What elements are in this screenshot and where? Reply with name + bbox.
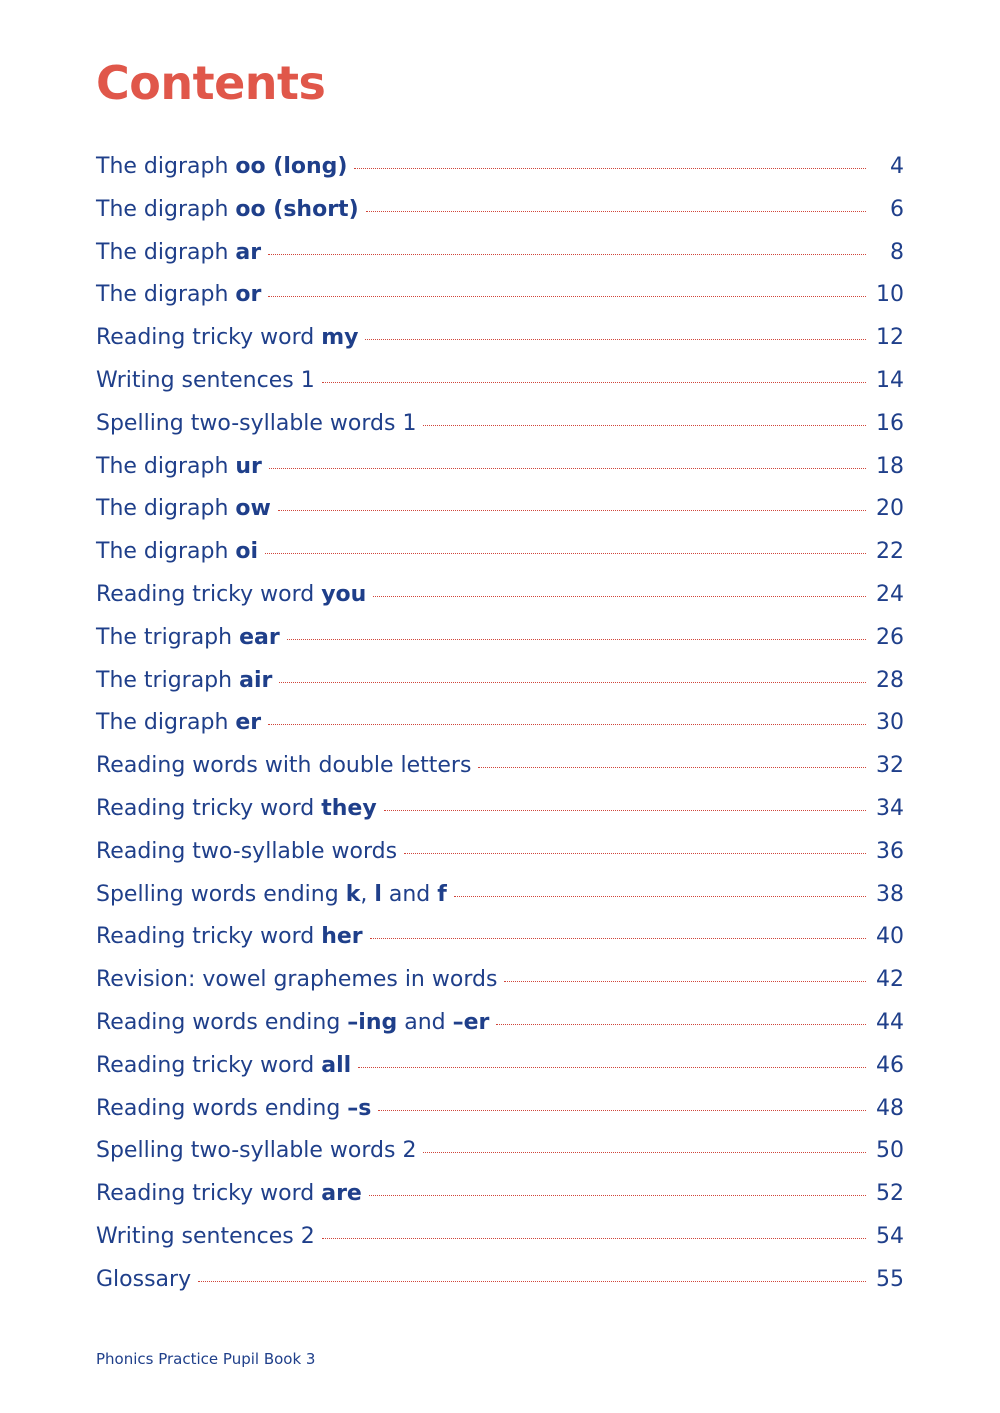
toc-entry-title bbox=[96, 317, 358, 360]
toc-entry-text: Reading two-syllable words bbox=[96, 838, 398, 864]
toc-entry-title bbox=[96, 1130, 416, 1173]
dotted-leader bbox=[358, 1067, 866, 1068]
toc-entry-text: The digraph bbox=[96, 282, 236, 308]
dotted-leader bbox=[384, 810, 866, 811]
toc-entry-title bbox=[96, 360, 315, 403]
dotted-leader bbox=[279, 682, 866, 683]
toc-entry-title bbox=[96, 702, 261, 745]
toc-entry[interactable] bbox=[96, 874, 904, 917]
toc-entry-keyword: ear bbox=[239, 624, 280, 650]
toc-entry-title bbox=[96, 1088, 371, 1131]
toc-entry[interactable] bbox=[96, 360, 904, 403]
toc-entry-keyword: her bbox=[321, 924, 363, 950]
toc-page-number: 38 bbox=[876, 881, 904, 907]
table-of-contents bbox=[96, 146, 904, 1302]
dotted-leader bbox=[423, 1152, 866, 1153]
dotted-leader bbox=[373, 596, 866, 597]
toc-entry-title bbox=[96, 232, 261, 275]
dotted-leader bbox=[268, 724, 866, 725]
toc-entry-title bbox=[96, 446, 262, 489]
toc-entry-title bbox=[96, 788, 377, 831]
toc-page-number: 48 bbox=[876, 1095, 904, 1121]
toc-page-number: 34 bbox=[876, 795, 904, 821]
toc-page-number: 10 bbox=[876, 282, 904, 308]
toc-entry-title bbox=[96, 617, 280, 660]
toc-entry-text: The trigraph bbox=[96, 667, 240, 693]
toc-entry-keyword: ow bbox=[235, 496, 271, 522]
toc-entry[interactable] bbox=[96, 788, 904, 831]
toc-entry-text: Reading tricky word bbox=[96, 1052, 322, 1078]
dotted-leader bbox=[478, 767, 866, 768]
dotted-leader bbox=[369, 1195, 866, 1196]
book-footer: Phonics Practice Pupil Book 3 bbox=[96, 1350, 316, 1368]
toc-entry[interactable] bbox=[96, 574, 904, 617]
toc-entry-text: Spelling words ending bbox=[96, 881, 346, 907]
toc-entry[interactable] bbox=[96, 146, 904, 189]
toc-entry-text: Reading tricky word bbox=[96, 581, 322, 607]
toc-entry-text: Reading words ending bbox=[96, 1095, 348, 1121]
toc-entry-keyword: oo (long) bbox=[235, 154, 348, 179]
dotted-leader bbox=[504, 981, 866, 982]
toc-entry[interactable] bbox=[96, 1002, 904, 1045]
toc-entry-text: Glossary bbox=[96, 1266, 192, 1292]
toc-entry-title bbox=[96, 488, 271, 531]
toc-entry-text: Reading tricky word bbox=[96, 325, 322, 351]
dotted-leader bbox=[268, 254, 866, 255]
toc-entry-keyword: k bbox=[345, 881, 361, 907]
toc-page-number: 26 bbox=[876, 624, 904, 650]
toc-entry-title bbox=[96, 831, 397, 874]
toc-page-number: 24 bbox=[876, 581, 904, 607]
toc-entry[interactable] bbox=[96, 1045, 904, 1088]
dotted-leader bbox=[198, 1281, 866, 1282]
toc-entry-text: The digraph bbox=[96, 496, 236, 522]
toc-entry-text: Reading tricky word bbox=[96, 1181, 322, 1207]
toc-page-number: 16 bbox=[876, 410, 904, 436]
toc-entry[interactable] bbox=[96, 959, 904, 1002]
toc-entry-title bbox=[96, 660, 272, 703]
toc-entry-title bbox=[96, 531, 258, 574]
toc-page-number: 36 bbox=[876, 838, 904, 864]
toc-entry[interactable] bbox=[96, 403, 904, 446]
dotted-leader bbox=[287, 639, 866, 640]
dotted-leader bbox=[378, 1110, 866, 1111]
toc-page-number: 20 bbox=[876, 496, 904, 522]
toc-entry-title bbox=[96, 146, 347, 189]
toc-entry-keyword: oi bbox=[235, 539, 259, 565]
toc-entry-keyword: all bbox=[321, 1052, 352, 1078]
dotted-leader bbox=[404, 853, 866, 854]
toc-entry[interactable] bbox=[96, 702, 904, 745]
toc-entry[interactable] bbox=[96, 317, 904, 360]
toc-page-number: 14 bbox=[876, 367, 904, 393]
toc-entry-title bbox=[96, 1002, 489, 1045]
toc-page-number: 8 bbox=[890, 239, 904, 265]
toc-entry-keyword: ur bbox=[235, 453, 262, 479]
toc-entry-text: Reading tricky word bbox=[96, 795, 322, 821]
toc-entry-title bbox=[96, 189, 359, 232]
toc-entry[interactable] bbox=[96, 1216, 904, 1259]
toc-entry-text: The digraph bbox=[96, 710, 236, 736]
toc-page-number: 54 bbox=[876, 1223, 904, 1249]
toc-entry-text: and bbox=[381, 881, 438, 907]
toc-entry-title bbox=[96, 745, 471, 788]
toc-entry-title bbox=[96, 959, 497, 1002]
toc-entry-text: The digraph bbox=[96, 453, 236, 479]
toc-entry[interactable] bbox=[96, 745, 904, 788]
toc-entry-text: , bbox=[360, 881, 375, 907]
toc-entry-keyword: my bbox=[321, 325, 359, 351]
toc-entry-title bbox=[96, 874, 447, 917]
toc-entry-keyword: –s bbox=[347, 1095, 372, 1121]
toc-entry-keyword: are bbox=[321, 1181, 362, 1207]
toc-page-number: 52 bbox=[876, 1181, 904, 1207]
dotted-leader bbox=[265, 553, 866, 554]
toc-entry-keyword: or bbox=[235, 282, 262, 308]
toc-entry-text: and bbox=[397, 1009, 453, 1035]
page-title: Contents bbox=[96, 56, 326, 110]
toc-entry[interactable] bbox=[96, 446, 904, 489]
dotted-leader bbox=[496, 1024, 866, 1025]
toc-entry[interactable] bbox=[96, 531, 904, 574]
dotted-leader bbox=[366, 211, 866, 212]
dotted-leader bbox=[365, 339, 866, 340]
toc-entry-title bbox=[96, 274, 261, 317]
toc-entry-keyword: –ing bbox=[347, 1009, 398, 1035]
toc-entry-keyword: –er bbox=[452, 1009, 490, 1035]
toc-entry[interactable] bbox=[96, 232, 904, 275]
toc-entry[interactable] bbox=[96, 1088, 904, 1131]
toc-entry[interactable] bbox=[96, 617, 904, 660]
toc-entry-keyword: er bbox=[235, 710, 262, 736]
toc-page-number: 4 bbox=[890, 154, 904, 179]
toc-page-number: 50 bbox=[876, 1138, 904, 1164]
toc-entry-text: The trigraph bbox=[96, 624, 240, 650]
toc-entry[interactable] bbox=[96, 189, 904, 232]
toc-entry-text: Writing sentences 2 bbox=[96, 1223, 315, 1249]
toc-entry-text: The digraph bbox=[96, 239, 236, 265]
toc-entry-text: The digraph bbox=[96, 539, 236, 565]
toc-page-number: 40 bbox=[876, 924, 904, 950]
toc-entry[interactable] bbox=[96, 916, 904, 959]
dotted-leader bbox=[322, 382, 866, 383]
toc-entry-keyword: they bbox=[321, 795, 377, 821]
toc-entry[interactable] bbox=[96, 1259, 904, 1302]
toc-entry-text: Reading words with double letters bbox=[96, 753, 472, 779]
toc-entry-title bbox=[96, 1173, 362, 1216]
dotted-leader bbox=[370, 938, 866, 939]
toc-entry[interactable] bbox=[96, 1130, 904, 1173]
toc-page-number: 18 bbox=[876, 453, 904, 479]
toc-page-number: 6 bbox=[890, 196, 904, 222]
toc-entry[interactable] bbox=[96, 831, 904, 874]
toc-page-number: 28 bbox=[876, 667, 904, 693]
toc-entry-text: Writing sentences 1 bbox=[96, 367, 315, 393]
toc-entry-text: Spelling two-syllable words 1 bbox=[96, 410, 417, 436]
toc-entry-text: Reading words ending bbox=[96, 1009, 348, 1035]
toc-page-number: 46 bbox=[876, 1052, 904, 1078]
toc-entry[interactable] bbox=[96, 660, 904, 703]
toc-entry[interactable] bbox=[96, 274, 904, 317]
toc-entry-text: Revision: vowel graphemes in words bbox=[96, 967, 498, 993]
dotted-leader bbox=[322, 1238, 866, 1239]
dotted-leader bbox=[278, 510, 866, 511]
toc-entry-keyword: you bbox=[321, 581, 367, 607]
toc-entry-keyword: oo (short) bbox=[235, 196, 359, 222]
dotted-leader bbox=[269, 468, 866, 469]
toc-page-number: 32 bbox=[876, 753, 904, 779]
toc-page-number: 12 bbox=[876, 325, 904, 351]
toc-entry-keyword: air bbox=[239, 667, 273, 693]
dotted-leader bbox=[354, 168, 866, 169]
dotted-leader bbox=[454, 896, 866, 897]
toc-entry-title bbox=[96, 574, 366, 617]
toc-entry-text: The digraph bbox=[96, 196, 236, 222]
toc-page-number: 42 bbox=[876, 967, 904, 993]
toc-entry-title bbox=[96, 1216, 315, 1259]
toc-page-number: 22 bbox=[876, 539, 904, 565]
toc-page-number: 55 bbox=[876, 1266, 904, 1292]
toc-entry-title bbox=[96, 1259, 191, 1302]
toc-entry-keyword: ar bbox=[235, 239, 262, 265]
dotted-leader bbox=[268, 296, 866, 297]
toc-entry[interactable] bbox=[96, 1173, 904, 1216]
toc-entry[interactable] bbox=[96, 488, 904, 531]
toc-entry-text: Spelling two-syllable words 2 bbox=[96, 1138, 417, 1164]
toc-entry-keyword: l bbox=[374, 881, 382, 907]
toc-entry-title bbox=[96, 1045, 351, 1088]
toc-entry-title bbox=[96, 916, 363, 959]
toc-entry-keyword: f bbox=[437, 881, 447, 907]
toc-page-number: 44 bbox=[876, 1009, 904, 1035]
toc-entry-text: Reading tricky word bbox=[96, 924, 322, 950]
toc-entry-text: The digraph bbox=[96, 154, 236, 179]
toc-entry-title bbox=[96, 403, 416, 446]
dotted-leader bbox=[423, 425, 866, 426]
toc-page-number: 30 bbox=[876, 710, 904, 736]
